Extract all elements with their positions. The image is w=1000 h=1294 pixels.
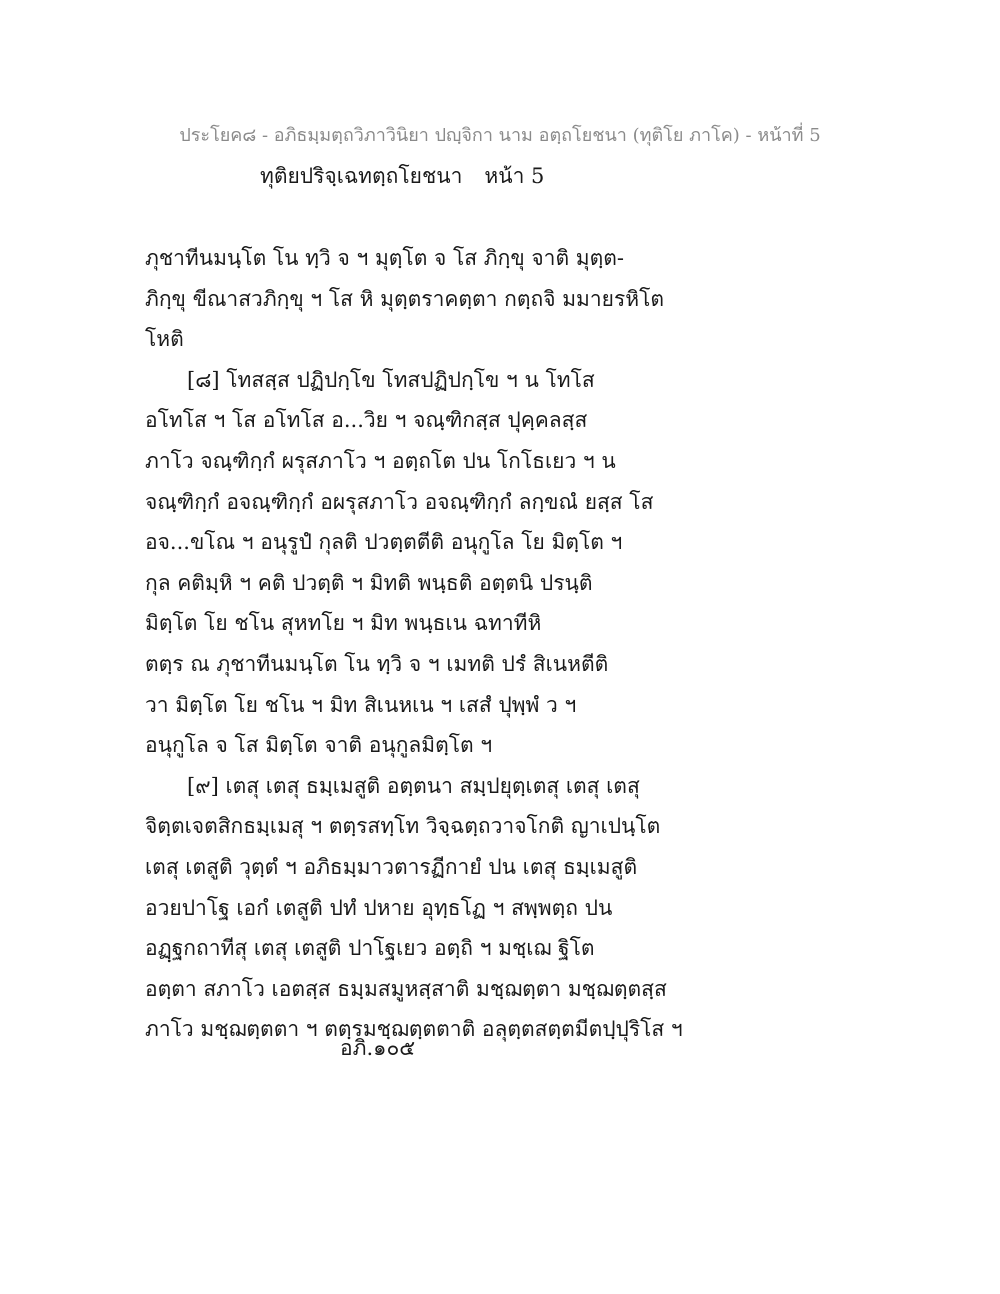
text-line: กุล คติมฺหิ ฯ คติ ปวตฺติ ฯ มิทติ พนฺธติ อตฺตนิ ปรนฺติ xyxy=(145,570,593,595)
text-line: เตสุ เตสูติ วุตฺตํ ฯ อภิธมฺมาวตารฏีกายํ ปน เตสุ ธมฺเมสูติ xyxy=(145,854,638,879)
text-line: อวยปาโฐ เอกํ เตสูติ ปทํ ปหาย อุทฺธโฏ ฯ สพฺพตฺถ ปน xyxy=(145,895,613,920)
text-line: จณฺฑิกฺกํ อจณฺฑิกฺกํ อผรุสภาโว อจณฺฑิกฺกํ ลกฺขณํ ยสฺส โส xyxy=(145,489,654,514)
text-line: อนุกูโล จ โส มิตฺโต จาติ อนุกูลมิตฺโต ฯ xyxy=(145,733,493,758)
text-line: อจ...ขโณ ฯ อนุรูปํ กุลติ ปวตฺตตีติ อนุกูโล โย มิตฺโต ฯ xyxy=(145,530,623,555)
text-line: โหติ xyxy=(145,327,184,352)
paragraph-start-9: [๙] เตสุ เตสุ ธมฺเมสูติ อตฺตนา สมฺปยุตฺเตสุ เตสุ เตสุ xyxy=(187,773,640,798)
text-line: ภิกฺขุ ขีณาสวภิกฺขุ ฯ โส หิ มุตฺตราคตฺตา กตฺถจิ มมายรหิโต xyxy=(145,286,665,311)
text-line: จิตฺตเจตสิกธมฺเมสุ ฯ ตตฺรสทฺโท วิจฺฉตฺถวาจโกติ ญาเปนฺโต xyxy=(145,814,661,839)
text-line: วา มิตฺโต โย ชโน ฯ มิท สิเนหเน ฯ เสสํ ปุพฺพํ ว ฯ xyxy=(145,692,577,717)
text-line: มิตฺโต โย ชโน สุหทโย ฯ มิท พนฺธเน ฉทาทีหิ xyxy=(145,611,542,636)
text-line: ตตฺร ณ ภุชาทีนมนฺโต โน ทฺวิ จ ฯ เมทติ ปรํ สิเนหตีติ xyxy=(145,651,609,676)
text-line: ภุชาทีนมนฺโต โน ทฺวิ จ ฯ มุตฺโต จ โส ภิกฺขุ จาติ มุตฺต- xyxy=(145,246,624,270)
running-header: ประโยค๘ - อภิธมฺมตฺถวิภาวินิยา ปญฺจิกา นาม อตฺถโยชนา (ทุติโย ภาโค) - หน้าที่ 5 xyxy=(179,125,821,146)
text-line: อฏฺฐกถาทีสุ เตสุ เตสูติ ปาโฐเยว อตฺถิ ฯ มชฺเฌ ฐิโต xyxy=(145,936,595,961)
section-page-label: หน้า 5 xyxy=(484,164,545,188)
text-line: ภาโว มชฺฌตฺตตา ฯ ตตฺรมชฺฌตฺตตาติ อลุตฺตสตฺตมีตปฺปุริโส ฯ xyxy=(145,1017,683,1042)
section-title xyxy=(260,160,544,193)
text-line: อตฺตา สภาโว เอตสฺส ธมฺมสมูหสฺสาติ มชฺฌตฺตา มชฺฌตฺตสฺส xyxy=(145,976,667,1001)
page-footer: อภิ.๑๐๕ xyxy=(340,1036,416,1060)
text-line: ภาโว จณฺฑิกฺกํ ผรุสภาโว ฯ อตฺถโต ปน โกโธเยว ฯ น xyxy=(145,448,616,473)
body-text xyxy=(145,238,683,1050)
text-line: อโทโส ฯ โส อโทโส อ...วิย ฯ จณฺฑิกสฺส ปุคฺคลสฺส xyxy=(145,408,588,433)
paragraph-start-8: [๘] โทสสฺส ปฏิปกฺโข โทสปฏิปกฺโข ฯ น โทโส xyxy=(187,367,595,392)
section-title-text: ทุติยปริจฺเฉทตฺถโยชนา xyxy=(260,164,463,188)
